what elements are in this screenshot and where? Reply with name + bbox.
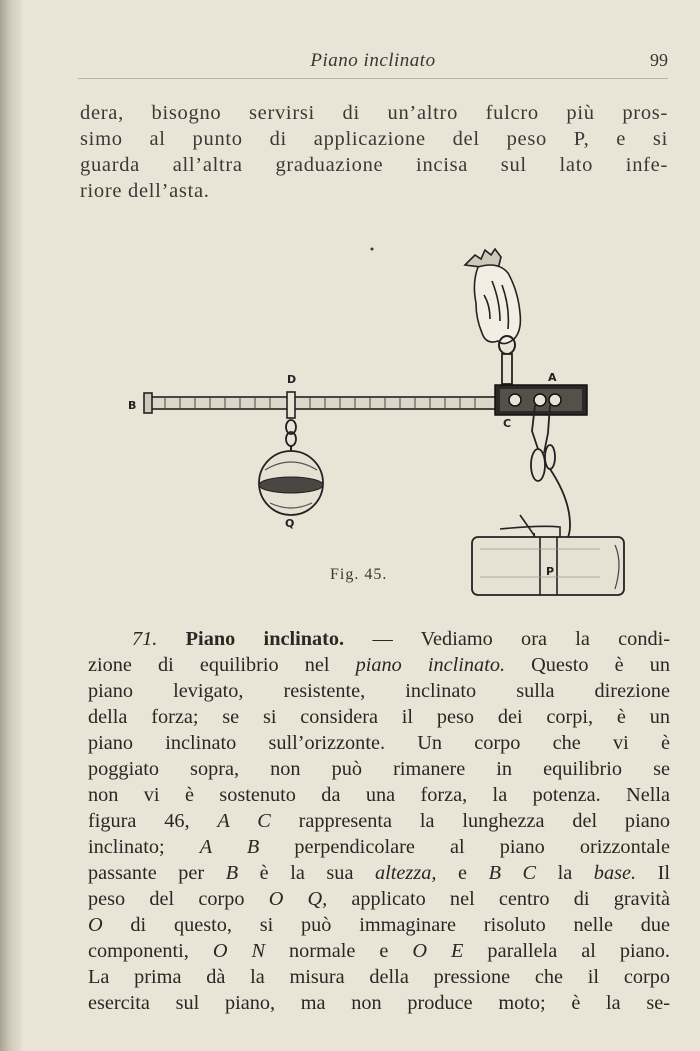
text-segment: inclinato; <box>88 836 200 858</box>
text-segment: di questo, si può immaginare risoluto nelle due <box>102 914 670 936</box>
paragraph-line: riore dell’asta. <box>80 180 210 202</box>
section-number: 71. <box>132 628 158 650</box>
section-71-text <box>88 626 670 1016</box>
text-segment: Questo è un <box>505 654 670 676</box>
text-segment: peso del corpo <box>88 888 269 910</box>
top-paragraph <box>80 100 668 204</box>
figure-caption: Fig. 45. <box>330 566 388 583</box>
label-c: C <box>503 417 512 430</box>
body-line <box>88 808 670 834</box>
body-line <box>88 990 670 1016</box>
paragraph-line: guarda all’altra graduazione incisa sul lato infe- <box>80 154 668 176</box>
italic-segment: altezza, <box>375 862 437 884</box>
italic-segment: B <box>225 862 239 884</box>
label-q: Q <box>285 517 295 530</box>
text-segment: — Vediamo ora la condi- <box>344 628 670 650</box>
label-a: A <box>548 371 557 384</box>
italic-segment: O Q, <box>268 888 328 910</box>
text-segment: esercita sul piano, ma non produce moto; è la se- <box>88 992 670 1014</box>
text-segment: piano levigato, resistente, inclinato sulla direzione <box>88 680 670 702</box>
text-segment: figura 46, <box>88 810 218 832</box>
body-line <box>88 730 670 756</box>
italic-segment: A B <box>199 836 260 858</box>
text-segment: passante per <box>88 862 226 884</box>
text-segment: e <box>436 862 489 884</box>
text-segment: è la sua <box>238 862 376 884</box>
body-line <box>88 886 670 912</box>
label-p: P <box>546 565 555 578</box>
section-heading-line <box>88 626 670 652</box>
body-line <box>88 782 670 808</box>
text-segment: parallela al piano. <box>463 940 670 962</box>
running-title: Piano inclinato <box>310 50 436 71</box>
italic-segment: base. <box>593 862 637 884</box>
running-header <box>78 50 668 79</box>
italic-segment: A C <box>217 810 271 832</box>
text-segment: applicato nel centro di gravità <box>327 888 671 910</box>
text-segment: La prima dà la misura della pressione che il corpo <box>88 966 670 988</box>
body-line <box>88 860 670 886</box>
text-segment: piano inclinato sull’orizzonte. Un corpo che vi è <box>88 732 670 754</box>
body-line <box>88 834 670 860</box>
steelyard-illustration <box>120 225 640 610</box>
text-segment: rappresenta la lunghezza del piano <box>270 810 670 832</box>
ball-weight-q <box>259 451 323 515</box>
body-line <box>88 938 670 964</box>
italic-segment: O <box>88 914 103 936</box>
body-line <box>88 756 670 782</box>
text-segment: poggiato sopra, non può rimanere in equilibrio se <box>88 758 670 780</box>
book-spine-shadow <box>0 0 22 1051</box>
section-title: Piano inclinato. <box>185 628 345 650</box>
text-segment: della forza; se si considera il peso dei corpi, è un <box>88 706 670 728</box>
text-segment: normale e <box>264 940 413 962</box>
section-heading-rest <box>344 628 670 650</box>
figure-45-steelyard <box>120 225 640 610</box>
text-segment: zione di equilibrio nel <box>88 654 356 676</box>
body-line <box>88 652 670 678</box>
body-line <box>88 964 670 990</box>
text-segment: la <box>536 862 594 884</box>
body-line <box>88 704 670 730</box>
text-segment: componenti, <box>88 940 213 962</box>
body-line <box>88 912 670 938</box>
italic-segment: piano inclinato. <box>355 654 506 676</box>
label-d: D <box>287 373 297 386</box>
italic-segment: O N <box>212 940 265 962</box>
italic-segment: B C <box>488 862 537 884</box>
paragraph-line: dera, bisogno servirsi di un’altro fulcro più pros- <box>80 102 668 124</box>
paragraph-line: simo al punto di applicazione del peso P, e si <box>80 128 668 150</box>
italic-segment: O E <box>412 940 464 962</box>
text-segment: non vi è sostenuto da una forza, la potenza. Nella <box>88 784 670 806</box>
hand-illustration <box>465 249 520 344</box>
page-number: 99 <box>650 50 668 70</box>
body-line <box>88 678 670 704</box>
text-segment: Il <box>636 862 670 884</box>
text-segment: perpendicolare al piano orizzontale <box>259 836 670 858</box>
label-b: B <box>128 399 137 412</box>
